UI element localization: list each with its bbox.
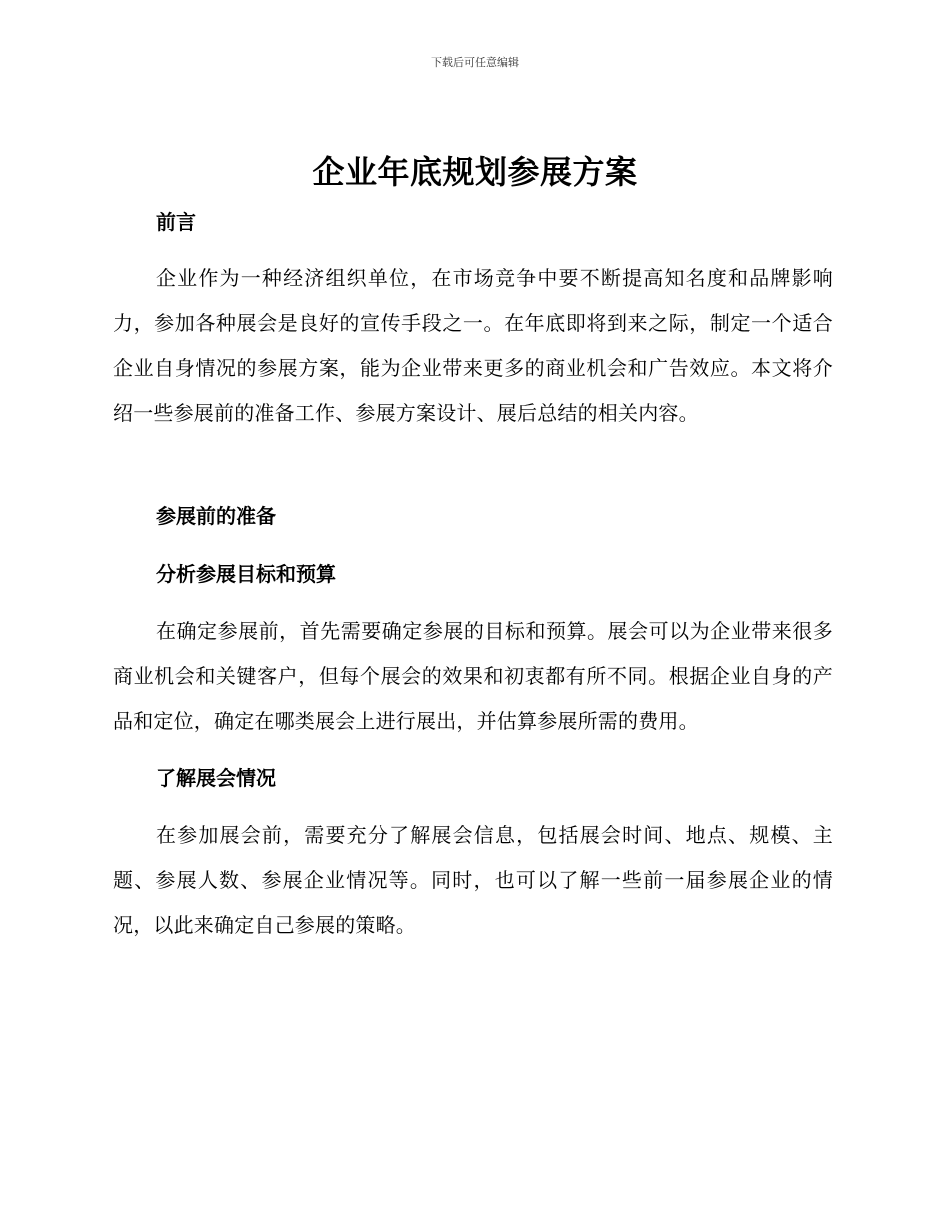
document-title: 企业年底规划参展方案: [312, 153, 638, 191]
section-heading-preparation: 参展前的准备: [156, 504, 276, 528]
subsection-paragraph-goals-budget: 在确定参展前，首先需要确定参展的目标和预算。展会可以为企业带来很多商业机会和关键客户，但每个展会的效果和初衷都有所不同。根据企业自身的产品和定位，确定在哪类展会上进行展出，并估算参展所需的费用。: [113, 619, 833, 733]
subsection-heading-exhibition-info: 了解展会情况: [156, 766, 276, 790]
page-header-note: 下载后可任意编辑: [431, 56, 519, 69]
section-heading-intro: 前言: [156, 210, 196, 234]
section-paragraph-intro: 企业作为一种经济组织单位，在市场竞争中要不断提高知名度和品牌影响力，参加各种展会是良好的宣传手段之一。在年底即将到来之际，制定一个适合企业自身情况的参展方案，能为企业带来更多的商业机会和广告效应。本文将介绍一些参展前的准备工作、参展方案设计、展后总结的相关内容。: [113, 266, 833, 425]
subsection-paragraph-exhibition-info: 在参加展会前，需要充分了解展会信息，包括展会时间、地点、规模、主题、参展人数、参展企业情况等。同时，也可以了解一些前一届参展企业的情况，以此来确定自己参展的策略。: [113, 823, 833, 937]
subsection-heading-goals-budget: 分析参展目标和预算: [156, 562, 336, 586]
